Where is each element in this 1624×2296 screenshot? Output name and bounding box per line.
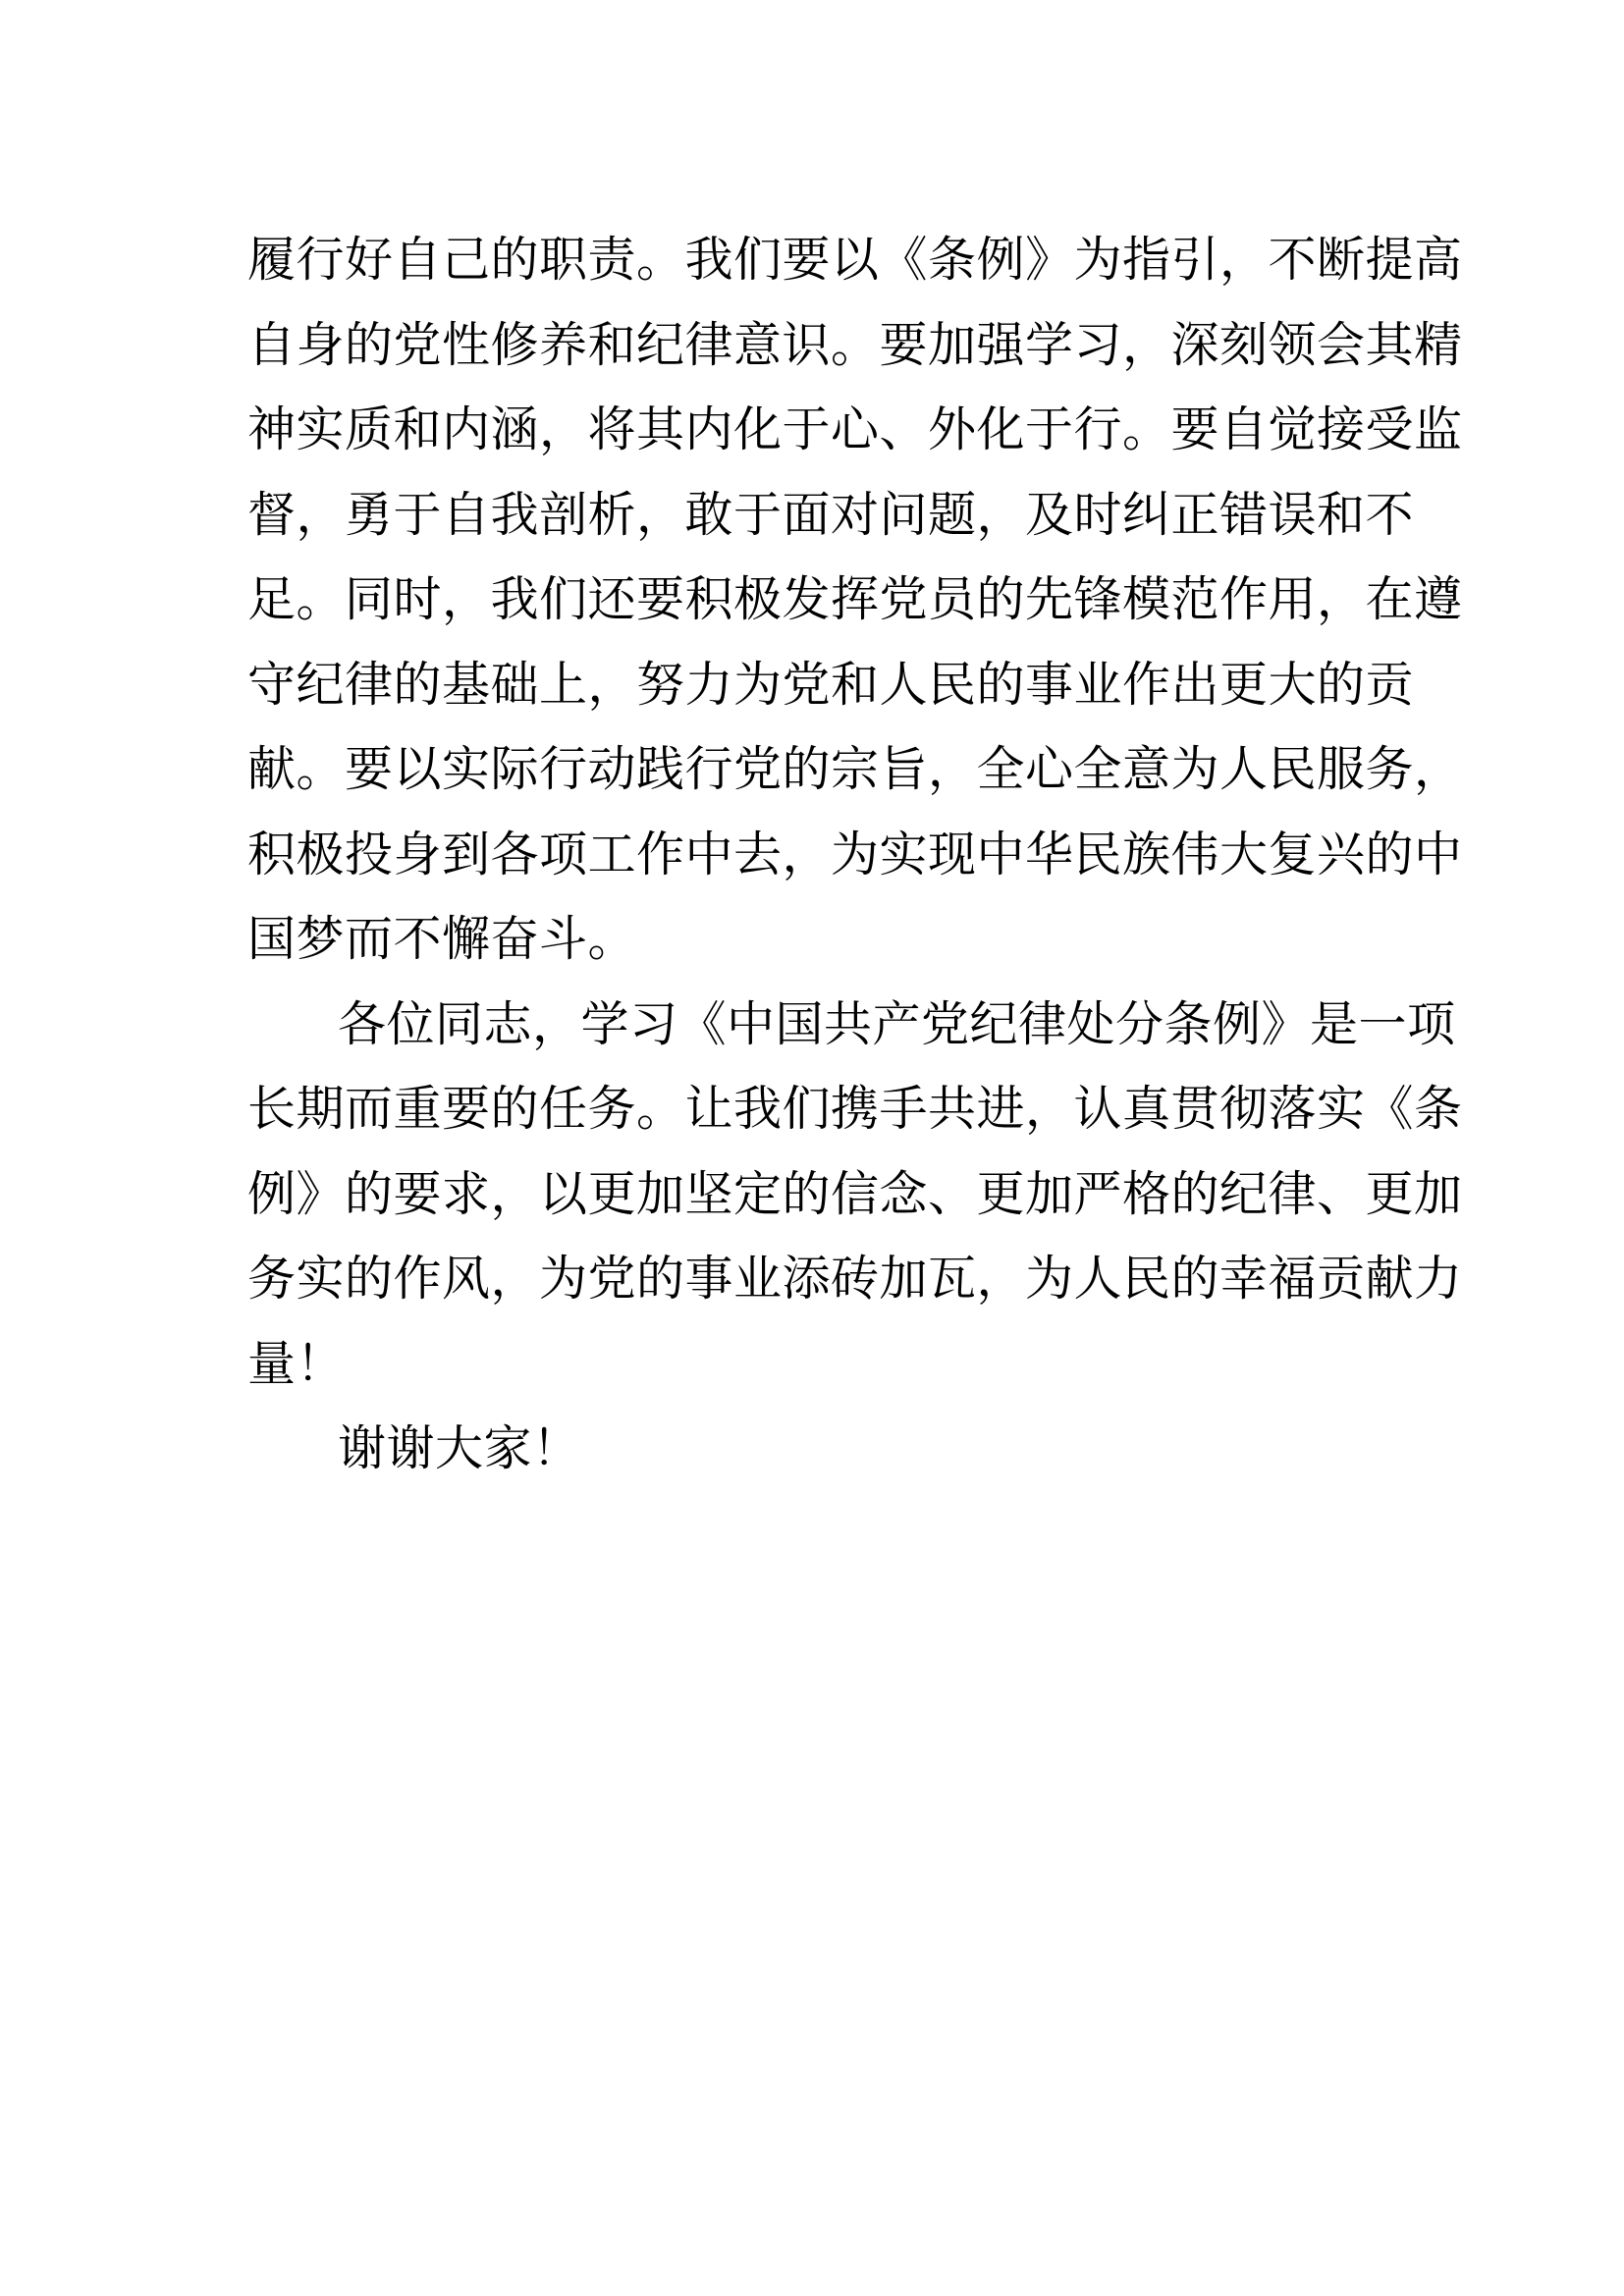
text-line: 积极投身到各项工作中去，为实现中华民族伟大复兴的中 xyxy=(247,826,1463,882)
text-line: 例》的要求，以更加坚定的信念、更加严格的纪律、更加 xyxy=(247,1165,1463,1222)
document-body xyxy=(247,218,1463,1492)
text-line: 务实的作风，为党的事业添砖加瓦，为人民的幸福贡献力 xyxy=(247,1251,1463,1307)
text-line: 各位同志，学习《中国共产党纪律处分条例》是一项 xyxy=(338,995,1456,1052)
text-line: 长期而重要的任务。让我们携手共进，认真贯彻落实《条 xyxy=(247,1081,1463,1137)
text-line: 神实质和内涵，将其内化于心、外化于行。要自觉接受监 xyxy=(247,401,1463,457)
text-line: 督，勇于自我剖析，敢于面对问题，及时纠正错误和不 xyxy=(247,486,1415,543)
text-line: 量！ xyxy=(247,1335,346,1392)
text-line: 守纪律的基础上，努力为党和人民的事业作出更大的贡 xyxy=(247,656,1415,713)
text-line: 谢谢大家！ xyxy=(338,1420,581,1476)
paragraph-3 xyxy=(247,1407,1386,1492)
paragraph-1 xyxy=(247,218,1463,983)
text-line: 履行好自己的职责。我们要以《条例》为指引，不断提高 xyxy=(247,232,1463,288)
paragraph-2 xyxy=(247,983,1463,1408)
text-line: 足。同时，我们还要积极发挥党员的先锋模范作用，在遵 xyxy=(247,571,1463,627)
text-line: 献。要以实际行动践行党的宗旨，全心全意为人民服务， xyxy=(247,741,1463,797)
text-line: 自身的党性修养和纪律意识。要加强学习，深刻领会其精 xyxy=(247,316,1463,373)
text-line: 国梦而不懈奋斗。 xyxy=(247,911,637,967)
